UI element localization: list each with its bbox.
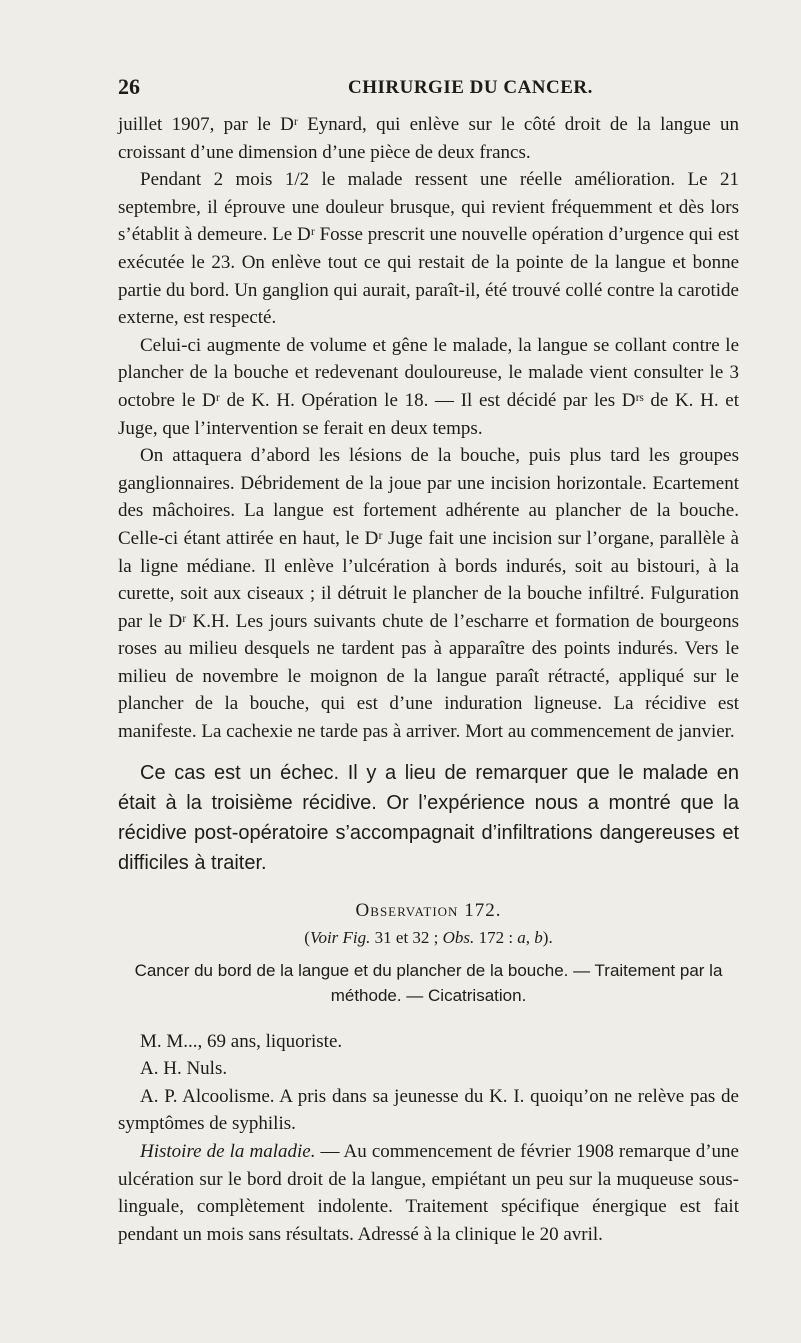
ref-voir-fig: Voir Fig. xyxy=(309,927,371,947)
page-body xyxy=(118,111,739,1248)
ref-figs: 31 et 32 ; xyxy=(370,927,443,947)
patient-identity: M. M..., 69 ans, liquoriste. xyxy=(140,1030,343,1052)
ref-b: b xyxy=(534,927,543,947)
ref-sep: , xyxy=(525,927,535,947)
observation-reference xyxy=(118,928,739,948)
observation-title: Observation 172. xyxy=(355,899,502,921)
patient-ap: A. P. Alcoolisme. A pris dans sa jeunesse du K. I. quoiqu’on ne relève pas de symptômes de syphilis. xyxy=(118,1085,739,1135)
page-number: 26 xyxy=(118,74,140,99)
page-header xyxy=(118,74,739,102)
paragraph-3: Celui-ci augmente de volume et gêne le malade, la langue se collant contre le plancher de la bouche et redevenant douloureuse, le malade vient consulter le 3 octobre le Dʳ de K. H. Opération le 18. — Il est décidé par les Dʳˢ de K. H. et Juge, que l’intervention se ferait en deux temps. xyxy=(118,334,739,439)
ref-a: a xyxy=(517,927,526,947)
patient-record xyxy=(118,1028,739,1249)
observation-summary: Cancer du bord de la langue et du plancher de la bouche. — Traitement par la méthode. — Cicatrisation. xyxy=(134,960,723,1005)
paragraph-4: On attaquera d’abord les lésions de la bouche, puis plus tard les groupes ganglionnaires. Débridement de la joue par une incision horizontale. Ecartement des mâchoires. La langue est fortement adhérente au plancher de la bouche. Celle-ci étant attirée en haut, le Dʳ Juge fait une incision sur l’organe, parallèle à la ligne médiane. Il enlève l’ulcération à bords indurés, soit au bistouri, à la curette, soit aux ciseaux ; il détruit le plancher de la bouche infiltré. Fulguration par le Dʳ K.H. Les jours suivants chute de l’escharre et formation de bourgeons roses au milieu desquels ne tardent pas à apparaître des points indurés. Vers le milieu de novembre le moignon de la langue paraît rétracté, appliqué sur le plancher de la bouche, qui est d’une induration ligneuse. La récidive est manifeste. La cachexie ne tarde pas à arriver. Mort au commencement de janvier. xyxy=(118,445,739,743)
history-label: Histoire de la maladie. xyxy=(140,1141,316,1163)
history-text: — Au commencement de février 1908 remarque d’une ulcération sur le bord droit de la langue, empiétant un peu sur la muqueuse sous-linguale, complètement indolente. Traitement spécifique énergique est fait pendant un mois sans résultats. Adressé à la clinique le 20 avril. xyxy=(118,1141,739,1245)
ref-close: ). xyxy=(542,927,553,947)
ref-num: 172 : xyxy=(474,927,518,947)
ref-open: ( xyxy=(304,927,310,947)
paragraph-2: Pendant 2 mois 1/2 le malade ressent une réelle amélioration. Le 21 septembre, il éprouve une douleur brusque, qui revient fréquemment et dès lors s’établit à demeure. Le Dʳ Fosse prescrit une nouvelle opération d’urgence qui est exécutée le 23. On enlève tout ce qui restait de la pointe de la langue et bonne partie du bord. Un ganglion qui aurait, paraît-il, été trouvé collé contre la carotide externe, est respecté. xyxy=(118,169,739,329)
ref-obs: Obs. xyxy=(442,927,475,947)
running-head: CHIRURGIE DU CANCER. xyxy=(348,77,593,98)
paragraph-1: juillet 1907, par le Dʳ Eynard, qui enlève sur le côté droit de la langue un croissant d’une dimension d’une pièce de deux francs. xyxy=(118,114,739,163)
patient-history xyxy=(118,1138,739,1248)
patient-ah: A. H. Nuls. xyxy=(140,1058,228,1080)
conclusion-paragraph: Ce cas est un échec. Il y a lieu de remarquer que le malade en était à la troisième récidive. Or l’expérience nous a montré que la récidive post-opératoire s’accompagnait d’infiltrations dangereuses et difficiles à traiter. xyxy=(118,761,739,874)
